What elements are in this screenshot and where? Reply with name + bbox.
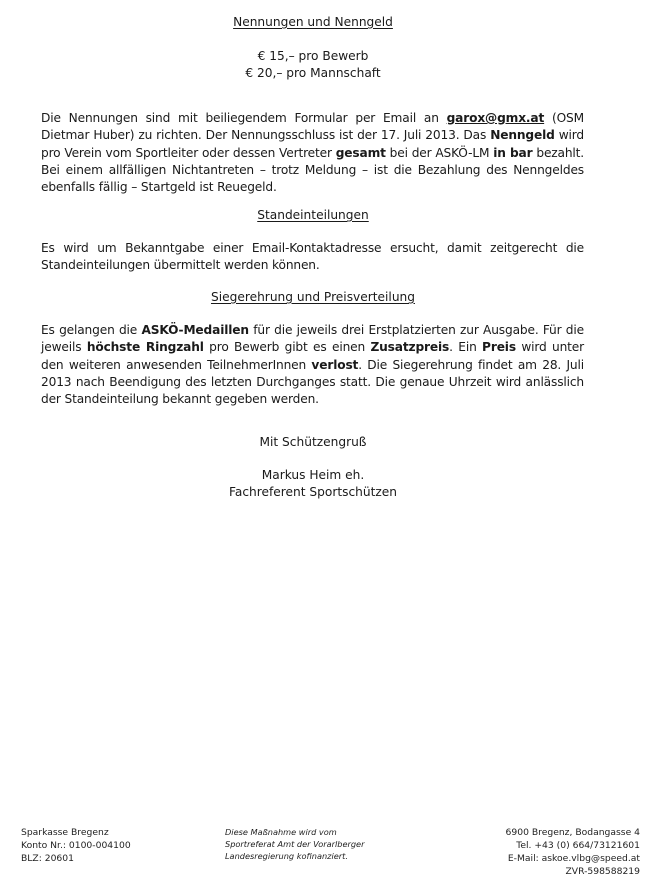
awards-paragraph [41, 322, 584, 408]
awards-bold-extra-prize: Zusatzpreis [370, 340, 450, 355]
entry-bold-fee: Nenngeld [490, 128, 555, 143]
awards-text-3: pro Bewerb gibt es einen [203, 340, 371, 355]
footer-account-number: Konto Nr.: 0100-004100 [21, 840, 131, 851]
awards-text-4: . Ein [449, 340, 483, 355]
entry-text-2: (OSM Dietmar Huber) zu richten. Der Nennungsschluss ist der 17. Juli 2013. Das [41, 111, 584, 143]
fee-per-team: € 20,– pro Mannschaft [245, 66, 381, 80]
entry-email-link[interactable]: garox@gmx.at [446, 111, 545, 125]
awards-bold-medals: ASKÖ-Medaillen [141, 323, 249, 337]
closing-greeting: Mit Schützengruß [259, 435, 367, 449]
footer-bank-details [21, 826, 131, 865]
entry-bold-total: gesamt [335, 145, 386, 160]
signature-name: Markus Heim eh. [261, 468, 365, 482]
footer-bank-code: BLZ: 20601 [21, 853, 74, 864]
footer-phone: Tel. +43 (0) 664/73121601 [516, 840, 640, 851]
footer-funding-line-3: Landesregierung kofinanziert. [225, 851, 348, 861]
awards-bold-raffled: verlost [311, 357, 359, 372]
footer-address: 6900 Bregenz, Bodangasse 4 [505, 827, 640, 838]
entry-bold-cash: in bar [493, 145, 533, 160]
awards-text-1: Es gelangen die [41, 323, 142, 337]
entry-text-4: bei der ASKÖ-LM [385, 145, 494, 160]
heading-stand-assignments: Standeinteilungen [257, 208, 369, 222]
awards-text-6: . Die Siegerehrung findet am 28. Juli 2013 nach Beendigung des letzten Durchganges statt. Die genaue Uhrzeit wird anlässlich der Standeinteilung bekannt gegeben werden. [41, 357, 584, 407]
stands-paragraph: Es wird um Bekanntgabe einer Email-Kontaktadresse ersucht, damit zeitgerecht die Standeinteilungen übermittelt werden können. [41, 241, 584, 273]
entry-text-3: wird pro Verein vom Sportleiter oder dessen Vertreter [41, 128, 584, 160]
footer-registration-number: ZVR-598588219 [565, 866, 640, 877]
footer-funding-line-2: Sportreferat Amt der Vorarlberger [225, 839, 365, 849]
awards-bold-prize: Preis [482, 340, 516, 355]
footer-bank-name: Sparkasse Bregenz [21, 827, 109, 838]
footer-funding-note [225, 826, 364, 862]
footer-funding-line-1: Diese Maßnahme wird vom [225, 827, 337, 837]
fee-per-event: € 15,– pro Bewerb [257, 49, 369, 63]
heading-entries-fees: Nennungen und Nenngeld [233, 15, 393, 29]
footer-email[interactable]: E-Mail: askoe.vlbg@speed.at [507, 853, 640, 864]
entry-text-1: Die Nennungen sind mit beiliegendem Formular per Email an [41, 111, 447, 125]
awards-text-2: für die jeweils drei Erstplatzierten zur Ausgabe. Für die jeweils [41, 323, 584, 355]
signature-title: Fachreferent Sportschützen [228, 485, 398, 499]
entry-paragraph [41, 110, 584, 196]
entry-text-5: bezahlt. Bei einem allfälligen Nichtantreten – trotz Meldung – ist die Bezahlung des Nenngeldes ebenfalls fällig – Startgeld ist Reuegeld. [41, 145, 585, 195]
awards-text-5: wird unter den weiteren anwesenden TeilnehmerInnen [41, 340, 584, 372]
footer-contact-details [506, 826, 640, 878]
heading-awards: Siegerehrung und Preisverteilung [210, 290, 415, 304]
awards-bold-highest-score: höchste Ringzahl [86, 340, 204, 355]
